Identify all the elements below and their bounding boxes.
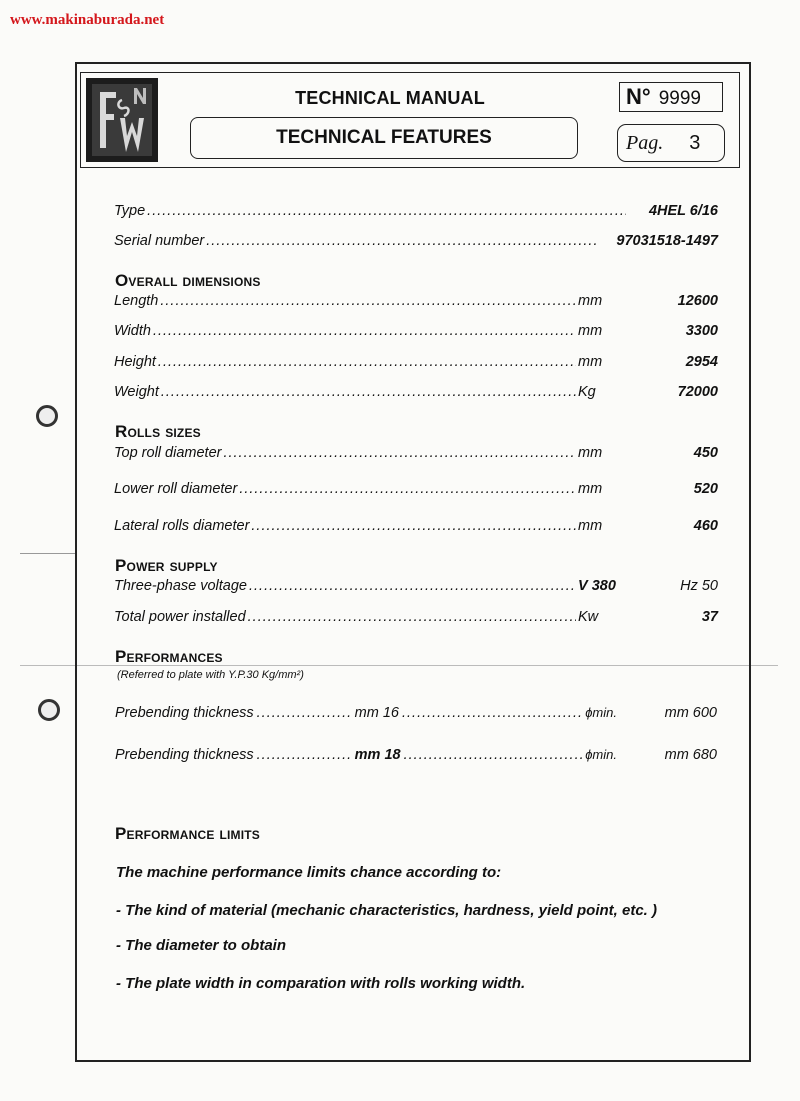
spec-row-serial [114,233,718,253]
page-number-box [617,124,725,162]
spec-unit: mm [578,518,603,534]
spec-label: Serial number [114,233,205,249]
spec-row [114,481,718,501]
section-heading-power-supply: Power supply [115,556,218,575]
limits-item: - The diameter to obtain [116,937,287,954]
spec-row [114,354,718,374]
spec-row [114,518,718,538]
spec-unit: mm [578,354,603,370]
spec-label: Three-phase voltage [114,578,247,594]
perf-thickness: mm 16 [354,705,399,721]
spec-unit: V 380 [578,578,616,594]
spec-row [114,384,718,404]
dot-leader [153,323,576,339]
spec-label: Total power installed [114,609,246,625]
spec-label: Width [114,323,151,339]
spec-row [114,293,718,313]
spec-value: 12600 [677,293,718,309]
perf-diameter-symbol: ϕmin. [585,747,617,762]
scan-line [20,553,76,554]
logo-icon [86,78,158,162]
spec-value: 4HEL 6/16 [648,203,718,219]
spec-unit: Kw [578,609,599,625]
perf-thickness: mm 18 [354,747,401,763]
spec-value: 72000 [677,384,718,400]
header-title: TECHNICAL MANUAL [295,88,485,108]
dot-leader [404,747,583,763]
page-label: Pag. [626,132,664,154]
doc-number: 9999 [658,88,701,109]
spec-label: Weight [114,384,159,400]
perf-label: Prebending thickness [115,747,254,763]
spec-value: 2954 [685,354,718,370]
section-heading-performance-limits: Performance limits [115,824,260,843]
perf-result: mm 600 [664,705,717,721]
spec-unit: mm [578,323,603,339]
dot-leader [147,203,626,219]
spec-label: Height [114,354,156,370]
dot-leader [239,481,576,497]
performances-note: (Referred to plate with Y.P.30 Kg/mm²) [117,669,304,681]
dot-leader [257,705,352,721]
spec-row [114,323,718,343]
limits-intro: The machine performance limits chance according to: [116,864,502,881]
spec-label: Lateral rolls diameter [114,518,250,534]
performance-row [115,747,717,767]
section-heading-performances: Performances [115,647,223,666]
perf-label: Prebending thickness [115,705,254,721]
spec-row [114,578,718,598]
watermark-text: www.makinaburada.net [10,12,165,28]
spec-label: Length [114,293,159,309]
spec-label: Lower roll diameter [114,481,238,497]
spec-value: 450 [693,445,718,461]
dot-leader [248,609,576,625]
spec-row [114,445,718,465]
document-number-box [619,82,723,112]
dot-leader [206,233,596,249]
dot-leader [160,293,576,309]
company-logo [86,78,158,162]
punch-hole [38,699,60,721]
spec-value: Hz 50 [680,578,718,594]
spec-unit: mm [578,481,603,497]
dot-leader [223,445,576,461]
dot-leader [251,518,576,534]
dot-leader [257,747,352,763]
spec-unit: mm [578,445,603,461]
perf-result: mm 680 [664,747,717,763]
spec-value: 97031518-1497 [616,233,718,249]
spec-value: 460 [693,518,718,534]
dot-leader [402,705,582,721]
spec-label: Type [114,203,146,219]
spec-value: 520 [693,481,718,497]
spec-unit: mm [578,293,603,309]
punch-hole [36,405,58,427]
spec-label: Top roll diameter [114,445,222,461]
doc-number-prefix: N° [626,84,651,109]
spec-value: 37 [701,609,718,625]
dot-leader [249,578,576,594]
spec-value: 3300 [685,323,718,339]
section-heading-rolls-sizes: Rolls sizes [115,422,201,441]
dot-leader [161,384,576,400]
limits-item: - The kind of material (mechanic characteristics, hardness, yield point, etc. ) [116,902,657,919]
perf-diameter-symbol: ϕmin. [585,705,617,720]
dot-leader [158,354,576,370]
limits-item: - The plate width in comparation with rolls working width. [116,975,526,992]
header-subtitle: TECHNICAL FEATURES [190,117,578,159]
spec-row [114,609,718,629]
page-number: 3 [689,132,701,154]
performance-row [115,705,717,725]
spec-row-type [114,203,718,223]
section-heading-overall-dimensions: Overall dimensions [115,271,261,290]
spec-unit: Kg [578,384,596,400]
